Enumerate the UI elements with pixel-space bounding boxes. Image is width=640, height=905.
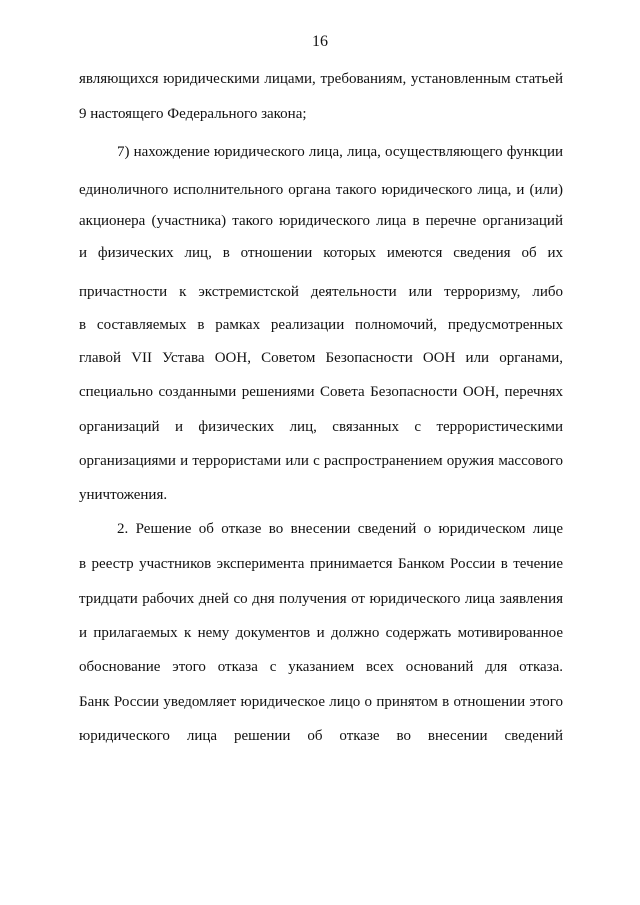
text-line: причастности к экстремистской деятельности или терроризму, либо [79, 284, 563, 300]
text-line: единоличного исполнительного органа такого юридического лица, и (или) [79, 182, 563, 198]
text-line: акционера (участника) такого юридического лица в перечне организаций [79, 213, 563, 229]
page-number: 16 [312, 33, 328, 50]
text-line: Банк России уведомляет юридическое лицо о принятом в отношении этого [79, 694, 563, 710]
text-line: специально созданными решениями Совета Безопасности ООН, перечнях [79, 384, 563, 400]
text-line: являющихся юридическими лицами, требованиям, установленным статьей [79, 71, 563, 87]
text-line: организациями и террористами или с распространением оружия массового [79, 453, 563, 469]
text-line: в составляемых в рамках реализации полномочий, предусмотренных [79, 317, 563, 333]
text-line: и физических лиц, в отношении которых имеются сведения об их [79, 245, 563, 261]
text-line: главой VII Устава ООН, Советом Безопасности ООН или органами, [79, 350, 563, 366]
text-line: организаций и физических лиц, связанных с террористическими [79, 419, 563, 435]
text-line: и прилагаемых к нему документов и должно содержать мотивированное [79, 625, 563, 641]
text-line: уничтожения. [79, 487, 168, 503]
text-line: 2. Решение об отказе во внесении сведений о юридическом лице [117, 521, 563, 537]
text-line: юридического лица решении об отказе во внесении сведений [79, 728, 563, 744]
text-line: 7) нахождение юридического лица, лица, осуществляющего функции [117, 144, 563, 160]
text-line: обоснование этого отказа с указанием всех оснований для отказа. [79, 659, 563, 675]
text-line: 9 настоящего Федерального закона; [79, 106, 307, 122]
text-line: в реестр участников эксперимента принимается Банком России в течение [79, 556, 563, 572]
text-line: тридцати рабочих дней со дня получения от юридического лица заявления [79, 591, 563, 607]
